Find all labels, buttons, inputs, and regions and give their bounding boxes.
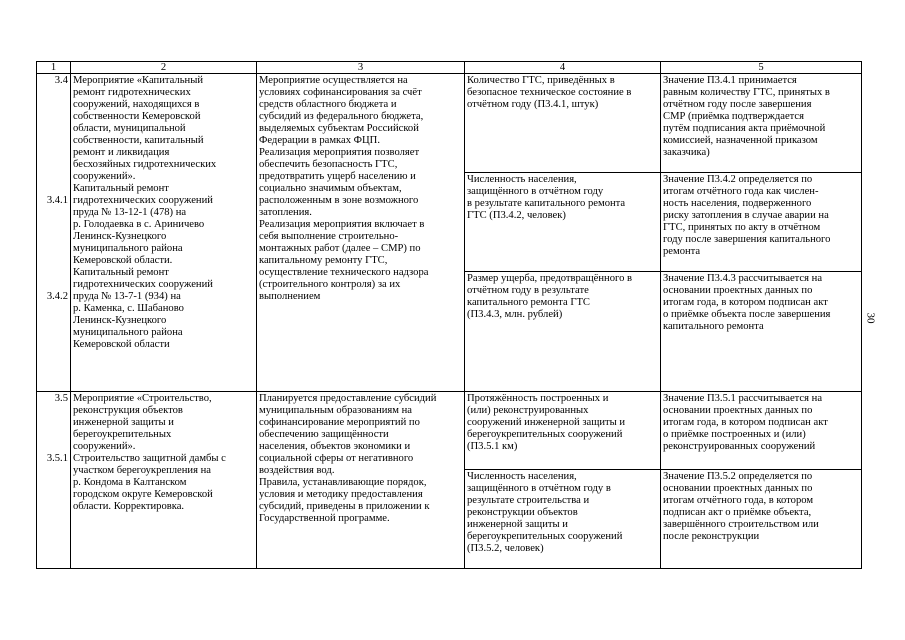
text-line: ремонт и ликвидация [73, 147, 170, 158]
text-line: отчётном году после завершения [663, 99, 812, 110]
text-line: Значение П3.4.3 рассчитывается на [663, 273, 823, 284]
text-line: Значение П3.5.1 рассчитывается на [663, 393, 823, 404]
text-line: муниципального района [73, 327, 183, 338]
text-line: капитального ремонта ГТС [467, 297, 590, 308]
text-line: после реконструкции [663, 531, 760, 542]
text-line: социальной сферы от негативного [259, 453, 414, 464]
text-line: сооружений». [73, 441, 136, 452]
text-line: Численность населения, [467, 471, 577, 482]
text-line: равным количеству ГТС, принятых в [663, 87, 830, 98]
text-line: населения, объектов экономики и [259, 441, 411, 452]
text-line: затопления. [259, 207, 312, 218]
text-line: гидротехнических сооружений [73, 195, 213, 206]
text-line: году после завершения капитального [663, 234, 831, 245]
text-line: Кемеровской области. [73, 255, 173, 266]
text-line: Значение П3.4.2 определяется по [663, 174, 813, 185]
text-line: 3.5.1 [46, 453, 68, 464]
text-line: Капитальный ремонт [73, 267, 169, 278]
indicator-cell [465, 272, 661, 392]
text-line [39, 267, 68, 279]
text-line [39, 99, 68, 111]
text-line: (П3.4.3, млн. рублей) [467, 309, 563, 320]
text-line: Численность населения, [467, 174, 577, 185]
text-line: безопасное техническое состояние в [467, 87, 632, 98]
text-line: предотвратить ущерб населению и [259, 171, 416, 182]
measure-name-cell [71, 74, 257, 392]
text-line: муниципальным образованиям на [259, 405, 413, 416]
text-line: отчётном году (П3.4.1, штук) [467, 99, 599, 110]
text-line: Планируется предоставление субсидий [259, 393, 437, 404]
text-line: собственности, капитальный [73, 135, 204, 146]
text-line: себя выполнение строительно- [259, 231, 399, 242]
text-line: инженерной защиты и [467, 519, 568, 530]
measure-name-cell [71, 392, 257, 569]
text-line: социально значимым объектам, [259, 183, 402, 194]
text-line: Правила, устанавливающие порядок, [259, 477, 427, 488]
text-line: обеспечению защищённости [259, 429, 389, 440]
text-line: основании проектных данных по [663, 483, 813, 494]
text-line: средств областного бюджета и [259, 99, 397, 110]
text-line [39, 207, 68, 219]
text-line: капитальному ремонту ГТС, [259, 255, 388, 266]
column-header-2: 2 [71, 62, 257, 74]
text-line: субсидий, приведены в приложении к [259, 501, 430, 512]
text-line: подписан акт о приёмке объекта, [663, 507, 812, 518]
text-line: реконструкция объектов [73, 405, 183, 416]
text-line: ремонт гидротехнических [73, 87, 191, 98]
text-line: инженерной защиты и [73, 417, 174, 428]
text-line: итогам года, в котором подписан акт [663, 297, 828, 308]
text-line: итогам года, в котором подписан акт [663, 417, 828, 428]
text-line: берегоукрепительных [73, 429, 172, 440]
text-line: сооружений инженерной защиты и [467, 417, 626, 428]
text-line [39, 279, 68, 291]
text-line: Значение П3.5.2 определяется по [663, 471, 813, 482]
text-line: Капитальный ремонт [73, 183, 169, 194]
text-line: осуществление технического надзора [259, 267, 429, 278]
text-line: о приёмке построенных и (или) [663, 429, 806, 440]
text-line: Мероприятие «Строительство, [73, 393, 212, 404]
text-line [39, 429, 68, 441]
text-line: выполнением [259, 291, 321, 302]
text-line [39, 441, 68, 453]
text-line [39, 183, 68, 195]
text-line: расположенным в зоне возможного [259, 195, 419, 206]
text-line: Мероприятие «Капитальный [73, 75, 203, 86]
indicator-value-cell [661, 470, 862, 569]
text-line: Федерации в рамках ФЦП. [259, 135, 380, 146]
text-line: (строительного контроля) за их [259, 279, 401, 290]
text-line [39, 159, 68, 171]
indicator-cell [465, 470, 661, 569]
text-line [39, 171, 68, 183]
text-line: Строительство защитной дамбы с [73, 453, 226, 464]
text-line: СМР (приёмка подтверждается [663, 111, 804, 122]
text-line: условиях софинансирования за счёт [259, 87, 422, 98]
text-line: р. Голодаевка в с. Ариничево [73, 219, 205, 230]
text-line: основании проектных данных по [663, 285, 813, 296]
column-number-row [37, 62, 862, 74]
text-line: берегоукрепительных сооружений [467, 429, 623, 440]
text-line: в результате капитального ремонта [467, 198, 626, 209]
text-line: комиссией, назначенной приказом [663, 135, 818, 146]
text-line: реконструкции объектов [467, 507, 578, 518]
text-line: участком берегоукрепления на [73, 465, 211, 476]
text-line: основании проектных данных по [663, 405, 813, 416]
text-line [39, 243, 68, 255]
text-line [39, 135, 68, 147]
text-line: гидротехнических сооружений [73, 279, 213, 290]
text-line: 3.4.1 [46, 195, 68, 206]
text-line: воздействия вод. [259, 465, 335, 476]
indicator-cell [465, 392, 661, 470]
text-line [39, 111, 68, 123]
text-line [39, 231, 68, 243]
text-line: защищённого в отчётном году в [467, 483, 611, 494]
indicator-value-cell [661, 272, 862, 392]
column-header-4: 4 [465, 62, 661, 74]
text-line: Ленинск-Кузнецкого [73, 315, 167, 326]
text-line: 3.4.2 [46, 291, 68, 302]
text-line: (или) реконструированных [467, 405, 589, 416]
text-line: Значение П3.4.1 принимается [663, 75, 797, 86]
text-line: сооружений». [73, 171, 136, 182]
text-line: бесхозяйных гидротехнических [73, 159, 217, 170]
text-line: р. Каменка, с. Шабаново [73, 303, 184, 314]
text-line: 3.5 [54, 393, 68, 404]
text-line: о приёмке объекта после завершения [663, 309, 831, 320]
column-header-5: 5 [661, 62, 862, 74]
text-line: путём подписания акта приёмочной [663, 123, 826, 134]
text-line: капитального ремонта [663, 321, 764, 332]
text-line: области, муниципальной [73, 123, 186, 134]
indicator-value-cell [661, 74, 862, 173]
text-line: 3.4 [54, 75, 68, 86]
text-line: субсидий из федерального бюджета, [259, 111, 424, 122]
text-line: пруда № 13-12-1 (478) на [73, 207, 187, 218]
indicator-value-cell [661, 173, 862, 272]
measure-description-cell [257, 74, 465, 392]
text-line: обеспечить безопасность ГТС, [259, 159, 398, 170]
item-number-cell [37, 74, 71, 392]
text-line: области. Корректировка. [73, 501, 185, 512]
text-line: (П3.5.1 км) [467, 441, 518, 452]
table-row-3-5-a [37, 392, 862, 470]
text-line: завершённого строительством или [663, 519, 819, 530]
text-line [39, 219, 68, 231]
text-line: результате строительства и [467, 495, 590, 506]
text-line [39, 417, 68, 429]
text-line: Реализация мероприятия позволяет [259, 147, 420, 158]
text-line: Ленинск-Кузнецкого [73, 231, 167, 242]
text-line: итогам отчётного года как числен- [663, 186, 819, 197]
indicator-cell [465, 173, 661, 272]
text-line: Размер ущерба, предотвращённого в [467, 273, 633, 284]
program-table [36, 61, 862, 569]
text-line: собственности Кемеровской [73, 111, 201, 122]
text-line: отчётном году в результате [467, 285, 589, 296]
text-line: риску затопления в случае аварии на [663, 210, 829, 221]
text-line [39, 147, 68, 159]
text-line: Количество ГТС, приведённых в [467, 75, 615, 86]
text-line: итогам отчётного года, в котором [663, 495, 814, 506]
text-line: ность населения, подверженного [663, 198, 812, 209]
text-line: пруда № 13-7-1 (934) на [73, 291, 181, 302]
text-line: выделяемых субъектам Российской [259, 123, 419, 134]
text-line: условия и методику предоставления [259, 489, 423, 500]
text-line: реконструированных сооружений [663, 441, 816, 452]
text-line: городском округе Кемеровской [73, 489, 213, 500]
text-line: (П3.5.2, человек) [467, 543, 544, 554]
table-row-3-4-a [37, 74, 862, 173]
text-line: монтажных работ (далее – СМР) по [259, 243, 421, 254]
text-line: защищённого в отчётном году [467, 186, 604, 197]
text-line: Кемеровской области [73, 339, 170, 350]
text-line: софинансирование мероприятий по [259, 417, 420, 428]
measure-description-cell [257, 392, 465, 569]
text-line [39, 123, 68, 135]
text-line: ремонта [663, 246, 701, 257]
text-line [39, 87, 68, 99]
indicator-cell [465, 74, 661, 173]
column-header-3: 3 [257, 62, 465, 74]
column-header-1: 1 [37, 62, 71, 74]
item-number-cell [37, 392, 71, 569]
text-line [39, 255, 68, 267]
text-line: Мероприятие осуществляется на [259, 75, 408, 86]
text-line: Протяжённость построенных и [467, 393, 609, 404]
text-line: Реализация мероприятия включает в [259, 219, 425, 230]
text-line: берегоукрепительных сооружений [467, 531, 623, 542]
text-line: р. Кондома в Калтанском [73, 477, 187, 488]
indicator-value-cell [661, 392, 862, 470]
text-line: сооружений, находящихся в [73, 99, 200, 110]
text-line: ГТС, принятых по акту в отчётном [663, 222, 821, 233]
page-number: 30 [864, 312, 877, 324]
text-line: заказчика) [663, 147, 710, 158]
text-line: ГТС (П3.4.2, человек) [467, 210, 566, 221]
text-line: Государственной программе. [259, 513, 390, 524]
text-line [39, 405, 68, 417]
text-line: муниципального района [73, 243, 183, 254]
